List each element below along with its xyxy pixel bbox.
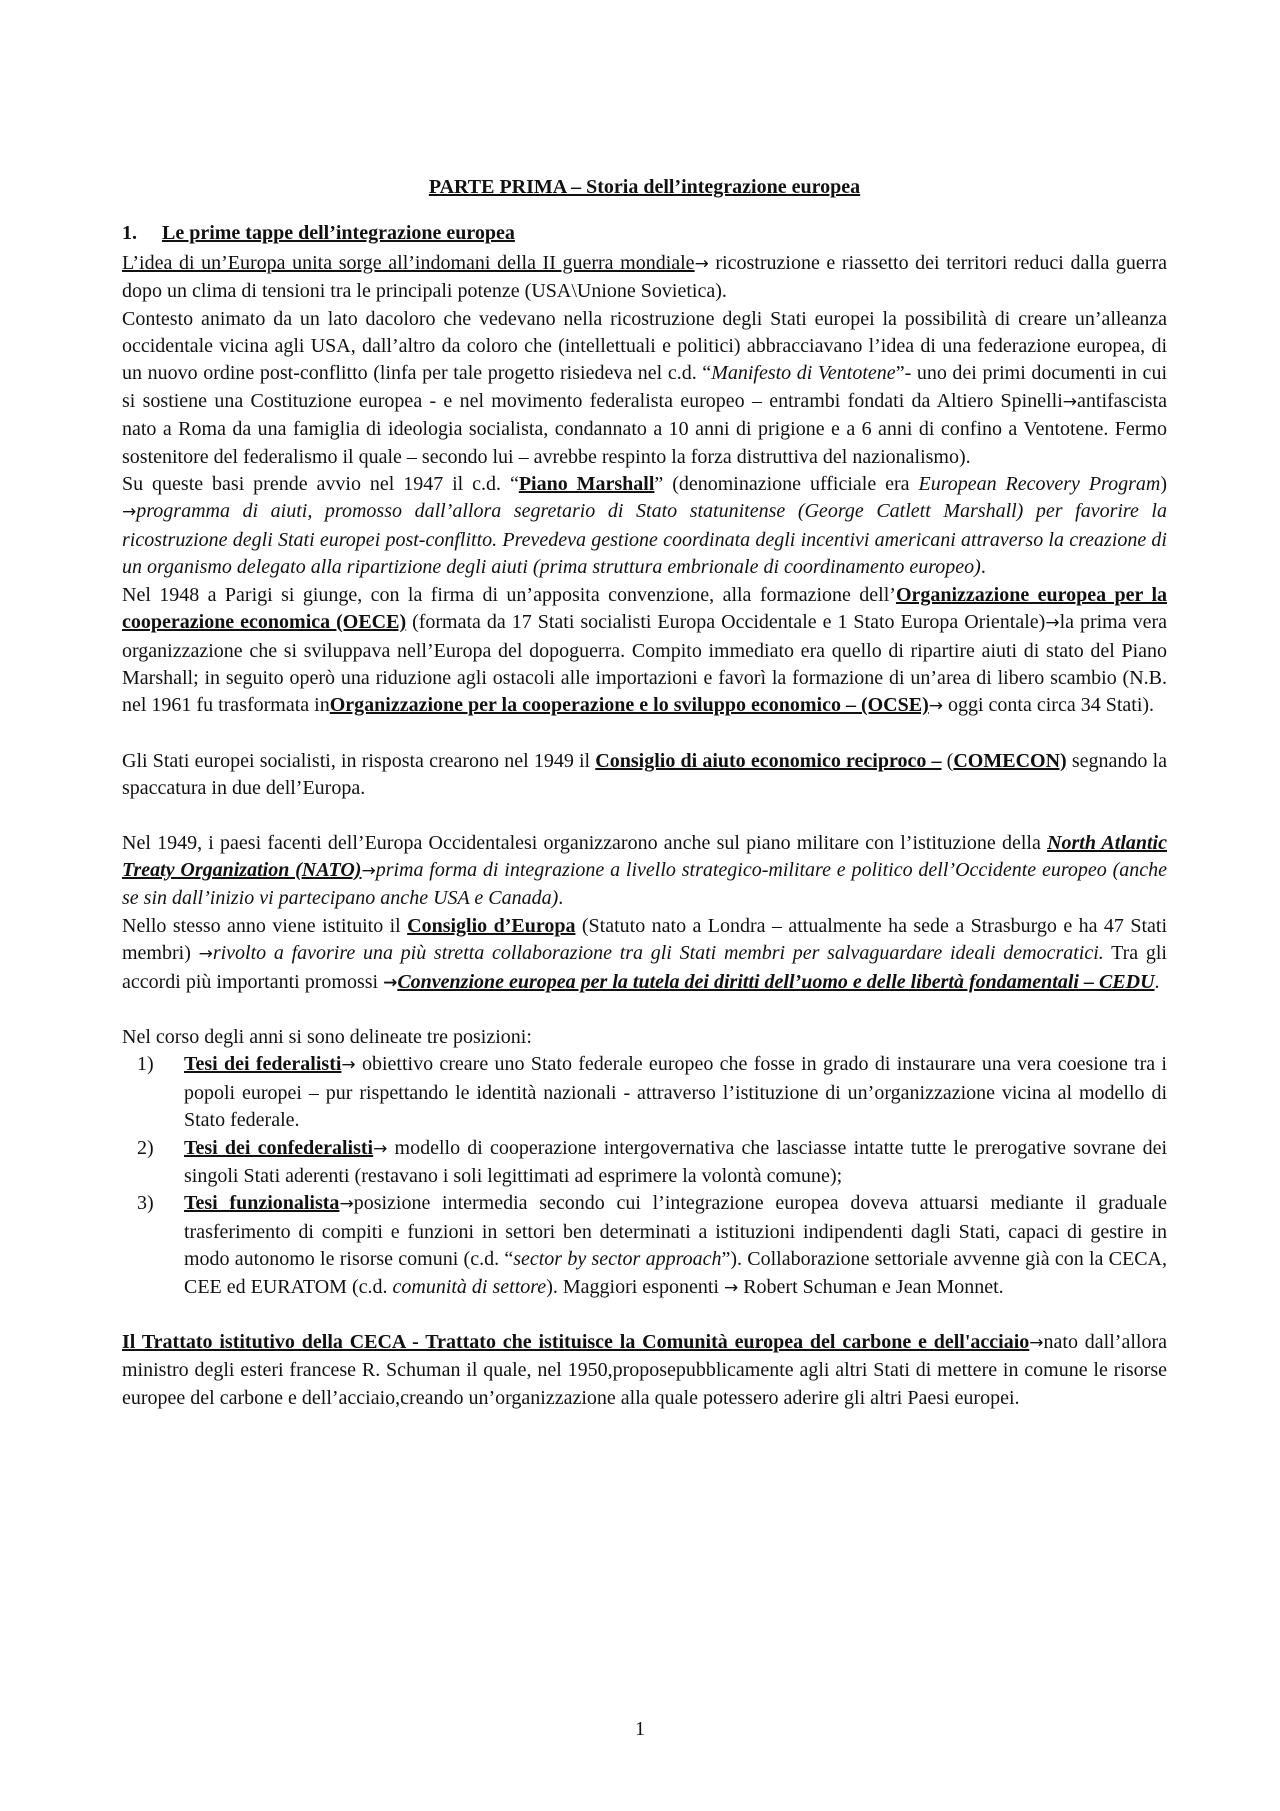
arrow-icon: →	[1029, 1333, 1044, 1354]
oece-text-2: (formata da 17 Stati socialisti Europa Occidentale e 1 Stato Europa Orientale)	[406, 611, 1046, 634]
paragraph-comecon	[122, 748, 1167, 803]
comecon-term: Consiglio di aiuto economico reciproco –	[595, 749, 942, 772]
arrow-icon: →	[928, 696, 943, 717]
nato-text: Nel 1949, i paesi facenti dell’Europa Occidentalesi organizzarono anche sul piano militare con l’istituzione della	[122, 831, 1048, 854]
manifesto-title: Manifesto di Ventotene	[711, 362, 896, 385]
thesis-text-3: ). Maggiori esponenti	[546, 1275, 724, 1298]
marshall-description: programma di aiuti, promosso dall’allora segretario di Stato statunitense (George Catlett Marshall) per favorire la ricostruzione degli Stati europei post-conflitto. Prevedeva gestione coordinata degli incentivi americani attraverso la creazione di un organismo delegato alla ripartizione degli aiuti (prima struttura embrionale di coordinamento europeo)	[122, 500, 1167, 579]
paragraph-context	[122, 306, 1167, 471]
arrow-icon: →	[122, 502, 137, 523]
paragraph-marshall	[122, 471, 1167, 582]
erp-term: European Recovery Program	[918, 473, 1161, 496]
theses-list	[122, 1051, 1167, 1302]
thesis-functionalist-term: Tesi funzionalista	[184, 1192, 340, 1215]
comecon-text-2: segnando la spaccatura in due dell’Europa.	[122, 749, 1168, 800]
list-item	[122, 1135, 1167, 1191]
arrow-icon: →	[1045, 613, 1060, 634]
marshall-text-3: )	[1160, 473, 1167, 496]
nato-term: North Atlantic Treaty Organization (NATO)	[122, 831, 1167, 881]
paragraph-intro	[122, 250, 1167, 306]
marshall-text: Su queste basi prende avvio nel 1947 il c.d. “	[122, 473, 519, 496]
council-text: Nello stesso anno viene istituito il	[122, 914, 408, 937]
section-number: 1.	[122, 222, 137, 245]
ceca-term: Il Trattato istitutivo della CECA - Trattato che istituisce la Comunità europea del carbone e dell'acciaio	[122, 1331, 1030, 1354]
comecon-paren: (	[941, 749, 954, 772]
paragraph-nato	[122, 830, 1167, 913]
arrow-icon: →	[361, 860, 376, 881]
cedu-period: .	[1154, 970, 1160, 993]
thesis-text: obiettivo creare uno Stato federale europeo che fosse in grado di instaurare una vera coesione tra i popoli europei – pur rispettando le identità nazionali - attraverso l’istituzione di un’organizzazione vicina al modello di Stato federale.	[184, 1053, 1167, 1132]
context-text: Contesto animato da un lato dacoloro che vedevano nella ricostruzione degli Stati europei la possibilità di creare un’alleanza occidentale vicina agli USA, dall’altro da coloro che (intellettuali e politici) abbracciavano l’idea di una federazione europea, di un nuovo ordine post-conflitto (linfa per tale progetto risiedeva nel c.d. “	[122, 307, 1167, 385]
paragraph-ceca	[122, 1329, 1167, 1412]
page-title: PARTE PRIMA – Storia dell’integrazione europea	[428, 176, 861, 198]
thesis-confederalist-term: Tesi dei confederalisti	[184, 1136, 374, 1159]
arrow-icon: →	[723, 1277, 739, 1298]
council-text-3: Tra gli accordi più importanti promossi	[122, 942, 1167, 993]
thesis-text-2: ”). Collaborazione settoriale avvenne già con la CECA, CEE ed EURATOM (c.d.	[184, 1248, 1167, 1298]
marshall-plan-term: Piano Marshall	[518, 473, 655, 496]
ocse-term: Organizzazione per la cooperazione e lo sviluppo economico – (OCSE)	[329, 694, 929, 717]
section-title: Le prime tappe dell’integrazione europea	[162, 222, 515, 245]
comecon-acronym: COMECON)	[953, 749, 1067, 772]
list-item	[122, 1190, 1167, 1302]
paragraph-oece	[122, 582, 1167, 721]
cedu-term: Convenzione europea per la tutela dei diritti dell’uomo e delle libertà fondamentali – CEDU	[397, 970, 1155, 993]
arrow-icon: →	[1062, 391, 1078, 412]
thesis-federalist-term: Tesi dei federalisti	[184, 1053, 342, 1076]
section-heading	[122, 220, 1167, 247]
nato-description: prima forma di integrazione a livello strategico-militare e politico dell’Occidente europeo (anche se sin dall’inizio vi partecipano anche USA e Canada)	[122, 858, 1167, 910]
intro-underlined: L’idea di un’Europa unita sorge all’indomani della II guerra mondiale	[122, 251, 695, 274]
sector-approach-term: sector by sector approach	[513, 1248, 722, 1271]
council-term: Consiglio d’Europa	[407, 914, 576, 937]
nato-period: .	[558, 887, 564, 910]
marshall-period: .	[980, 556, 986, 579]
arrow-icon: →	[341, 1055, 356, 1076]
thesis-text: modello di cooperazione intergovernativa che lasciasse intatte tutte le prerogative sovrane dei singoli Stati aderenti (restavano i soli legittimati ad esprimere la volontà comune);	[184, 1136, 1168, 1187]
arrow-icon: →	[694, 253, 709, 274]
list-number: 3)	[137, 1192, 154, 1215]
arrow-icon: →	[373, 1138, 388, 1159]
oece-text-3: la prima vera organizzazione che si sviluppava nell’Europa del dopoguerra. Compito immediato era quello di ripartire aiuti di stato del Piano Marshall; in seguito operò una riduzione agli ostacoli alle importazioni e favorì la formazione di un’area di libero scambio (N.B. nel 1961 fu trasformata in	[122, 611, 1167, 717]
ocse-text: oggi conta circa 34 Stati).	[942, 694, 1155, 717]
page-content	[122, 174, 1167, 1412]
council-description: rivolto a favorire una più stretta collaborazione tra gli Stati membri per salvaguardare ideali democratici.	[212, 942, 1104, 965]
paragraph-council-europe	[122, 913, 1167, 997]
oece-text: Nel 1948 a Parigi si giunge, con la firma di un’apposita convenzione, alla formazione dell’	[122, 583, 896, 606]
paragraph-positions: Nel corso degli anni si sono delineate tre posizioni:	[122, 1025, 532, 1048]
marshall-text-2: ” (denominazione ufficiale era	[654, 473, 919, 496]
spinelli-text: antifascista nato a Roma da una famiglia di ideologia socialista, condannato a 10 anni di prigione e a 6 anni di confino a Ventotene. Fermo sostenitore del federalismo il quale – secondo lui – avrebbe respinto la forza distruttiva del nazionalismo).	[122, 389, 1167, 468]
ceca-text: nato dall’allora ministro degli esteri francese R. Schuman il quale, nel 1950,proposepubblicamente agli altri Stati di mettere in comune le risorse europee del carbone e dell’acciaio,creando un’organizzazione alla quale potessero aderire gli altri Paesi europei.	[122, 1331, 1167, 1409]
list-number: 2)	[137, 1136, 154, 1159]
arrow-icon: →	[339, 1194, 354, 1215]
oece-term: Organizzazione europea per la cooperazione economica (OECE)	[122, 583, 1168, 634]
list-number: 1)	[137, 1053, 154, 1076]
list-item	[122, 1051, 1167, 1134]
intro-text: ricostruzione e riassetto dei territori reduci dalla guerra dopo un clima di tensioni tra le principali potenze (USA\Unione Sovietica).	[122, 251, 1167, 303]
context-text-2: ”- uno dei primi documenti in cui si sostiene una Costituzione europea - e nel movimento federalista europeo – entrambi fondati da Altiero Spinelli	[122, 362, 1167, 412]
page-number: 1	[635, 1718, 645, 1740]
comecon-text: Gli Stati europei socialisti, in risposta crearono nel 1949 il	[122, 749, 596, 772]
arrow-icon: →	[383, 972, 398, 993]
council-text-2: (Statuto nato a Londra – attualmente ha sede a Strasburgo e ha 47 Stati membri)	[122, 914, 1168, 965]
thesis-text: posizione intermedia secondo cui l’integrazione europea doveva attuarsi mediante il graduale trasferimento di compiti e funzioni in settori ben determinati a istituzioni indipendenti dagli Stati, capaci di gestire in modo autonomo le risorse comuni (c.d. “	[184, 1192, 1167, 1271]
thesis-text-4: Robert Schuman e Jean Monnet.	[738, 1275, 1004, 1298]
arrow-icon: →	[198, 944, 213, 965]
sector-community-term: comunità di settore	[392, 1275, 547, 1298]
